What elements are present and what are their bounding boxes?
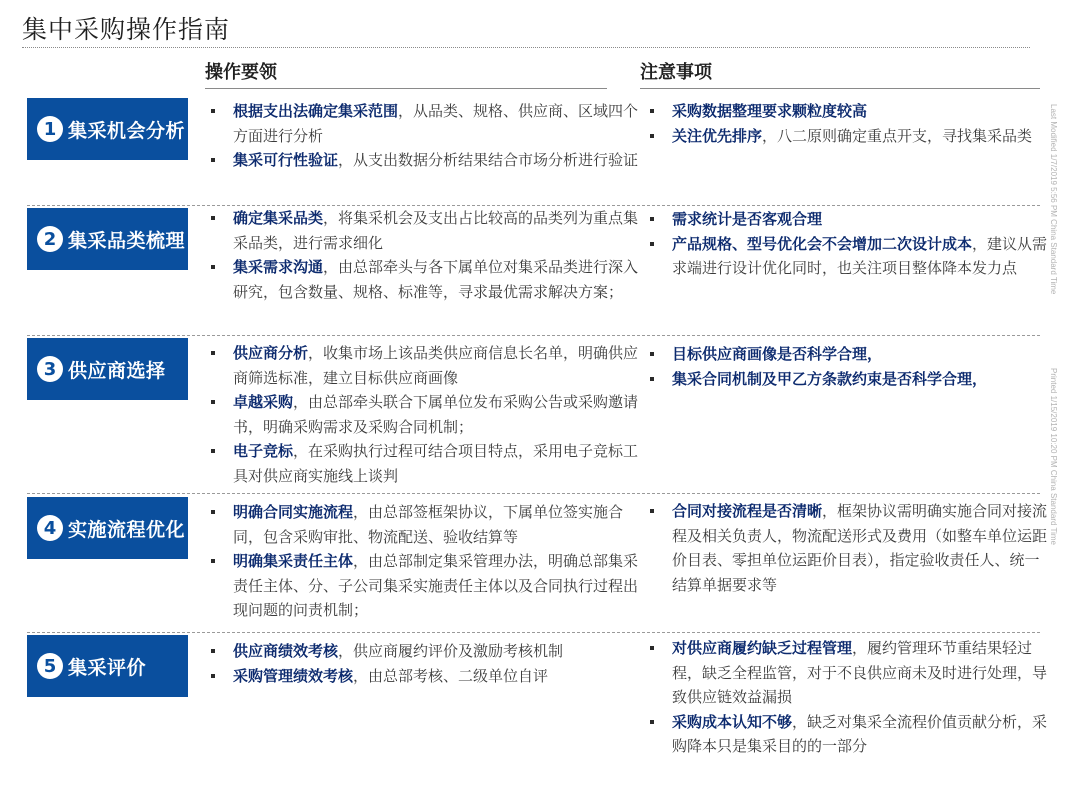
- bullet-text: ，从品类、规格、供应商、区域四个方面进行分析: [233, 102, 639, 145]
- side-note-printed: Printed 1/15/2019 10:20 PM China Standard Time: [1049, 368, 1058, 545]
- bullet-item: [648, 499, 1048, 597]
- bullet-keyword: 合同对接流程是否清晰: [672, 502, 823, 520]
- operation-points: [209, 500, 639, 623]
- step-number: 1: [37, 116, 63, 142]
- column-header-operation: 操作要领: [205, 58, 607, 89]
- step-badge-1: [27, 98, 188, 160]
- notes-points: [648, 499, 1048, 597]
- bullet-item: [648, 99, 1048, 124]
- bullet-text: ，缺乏对集采全流程价值贡献分析，采购降本只是集采目的的一部分: [672, 712, 1048, 755]
- step-number: 2: [37, 226, 63, 252]
- step-badge-3: [27, 338, 188, 400]
- bullet-item: [209, 639, 639, 664]
- bullet-text: ，供应商履约评价及激励考核机制: [338, 642, 564, 660]
- bullet-item: [209, 341, 639, 390]
- bullet-text: ，从支出数据分析结果结合市场分析进行验证: [338, 151, 639, 169]
- bullet-item: [209, 390, 639, 439]
- step-number: 3: [37, 356, 63, 382]
- bullet-keyword: 集采合同机制及甲乙方条款约束是否科学合理，: [672, 369, 988, 388]
- bullet-text: ，将集采机会及支出占比较高的品类列为重点集采品类，进行需求细化: [233, 209, 639, 252]
- step-label: 实施流程优化: [68, 518, 186, 541]
- operation-points: [209, 206, 639, 304]
- bullet-text: ，由总部牵头与各下属单位对集采品类进行深入研究，包含数量、规格、标准等，寻求最优需求解决方案；: [233, 258, 639, 301]
- row-divider: [27, 335, 1040, 336]
- bullet-text: ，在采购执行过程可结合项目特点，采用电子竞标工具对供应商实施线上谈判: [233, 442, 639, 485]
- page-title: 集中采购操作指南: [22, 15, 231, 44]
- notes-points: [648, 636, 1048, 759]
- bullet-keyword: 集采可行性验证: [233, 151, 339, 169]
- bullet-keyword: 明确合同实施流程: [233, 503, 354, 521]
- bullet-keyword: 对供应商履约缺乏过程管理: [672, 639, 853, 657]
- bullet-item: [209, 549, 639, 623]
- notes-points: [648, 207, 1048, 281]
- bullet-item: [209, 664, 639, 689]
- bullet-keyword: 关注优先排序: [672, 126, 763, 145]
- bullet-keyword: 明确集采责任主体: [233, 552, 354, 570]
- step-label: 集采品类梳理: [68, 229, 186, 252]
- bullet-keyword: 电子竞标: [233, 442, 294, 460]
- step-label: 供应商选择: [68, 359, 166, 382]
- bullet-text: ，收集市场上该品类供应商信息长名单，明确供应商筛选标准，建立目标供应商画像: [233, 344, 639, 387]
- step-number: 5: [37, 653, 63, 679]
- bullet-text: ，履约管理环节重结果轻过程，缺乏全程监管，对于不良供应商未及时进行处理，导致供应链效益漏损: [672, 639, 1048, 706]
- bullet-keyword: 需求统计是否客观合理: [672, 210, 823, 228]
- bullet-keyword: 确定集采品类: [233, 209, 324, 227]
- operation-points: [209, 99, 639, 173]
- step-badge-4: [27, 497, 188, 559]
- operation-points: [209, 639, 639, 688]
- bullet-item: [648, 636, 1048, 710]
- bullet-item: [648, 124, 1048, 149]
- bullet-keyword: 卓越采购: [233, 393, 294, 411]
- bullet-keyword: 采购数据整理要求颗粒度较高: [672, 102, 868, 120]
- column-header-notes: 注意事项: [640, 58, 1040, 89]
- bullet-text: ，由总部考核、二级单位自评: [353, 666, 549, 685]
- bullet-text: ，建议从需求端进行设计优化同时，也关注项目整体降本发力点: [672, 234, 1048, 277]
- bullet-keyword: 集采需求沟通: [233, 258, 324, 276]
- bullet-keyword: 产品规格、型号优化会不会增加二次设计成本: [672, 234, 973, 253]
- title-divider: [22, 47, 1030, 48]
- bullet-item: [209, 99, 639, 148]
- bullet-keyword: 供应商绩效考核: [233, 642, 339, 660]
- bullet-item: [648, 232, 1048, 281]
- bullet-text: ，由总部签框架协议，下属单位签实施合同，包含采购审批、物流配送、验收结算等: [233, 503, 624, 546]
- step-label: 集采机会分析: [68, 119, 186, 142]
- step-badge-2: [27, 208, 188, 270]
- bullet-keyword: 采购管理绩效考核: [233, 666, 354, 685]
- bullet-keyword: 供应商分析: [233, 344, 309, 362]
- bullet-item: [209, 500, 639, 549]
- row-divider: [27, 493, 1040, 494]
- row-divider: [27, 632, 1040, 633]
- bullet-keyword: 采购成本认知不够: [672, 712, 793, 731]
- bullet-item: [209, 255, 639, 304]
- bullet-item: [209, 148, 639, 173]
- bullet-item: [648, 367, 1048, 392]
- notes-points: [648, 99, 1048, 148]
- bullet-item: [648, 207, 1048, 232]
- bullet-keyword: 目标供应商画像是否科学合理，: [672, 345, 883, 363]
- side-note-modified: Last Modified 1/7/2019 5:56 PM China Standard Time: [1049, 104, 1058, 295]
- notes-points: [648, 342, 1048, 391]
- step-badge-5: [27, 635, 188, 697]
- bullet-item: [209, 206, 639, 255]
- bullet-keyword: 根据支出法确定集采范围: [233, 102, 399, 120]
- bullet-text: ，框架协议需明确实施合同对接流程及相关负责人，物流配送形式及费用（如整车单位运距价目表、零担单位运距价目表），指定验收责任人、统一结算单据要求等: [672, 502, 1048, 594]
- operation-points: [209, 341, 639, 488]
- bullet-text: ，由总部制定集采管理办法，明确总部集采责任主体、分、子公司集采实施责任主体以及合同执行过程出现问题的问责机制；: [233, 552, 639, 619]
- step-number: 4: [37, 515, 63, 541]
- bullet-text: ，由总部牵头联合下属单位发布采购公告或采购邀请书，明确采购需求及采购合同机制；: [233, 393, 639, 436]
- bullet-item: [648, 342, 1048, 367]
- bullet-item: [209, 439, 639, 488]
- bullet-text: ，八二原则确定重点开支，寻找集采品类: [762, 126, 1033, 145]
- bullet-item: [648, 710, 1048, 759]
- step-label: 集采评价: [68, 656, 147, 679]
